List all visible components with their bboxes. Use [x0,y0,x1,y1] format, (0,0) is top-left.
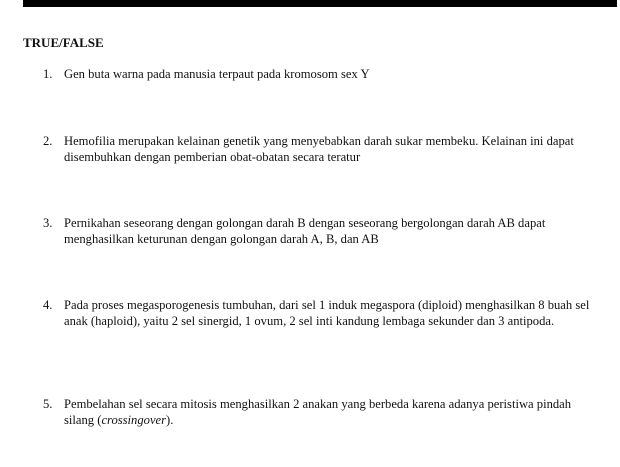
question-item-4 [43,297,603,329]
top-black-bar [23,0,617,7]
question-item-3 [43,215,603,247]
question-text: Pernikahan seseorang dengan golongan darah B dengan seseorang bergolongan darah AB dapat menghasilkan keturunan dengan golongan darah A, B, dan AB [64,216,546,246]
question-number: 4. [43,298,53,312]
question-text-part: ). [166,413,174,427]
question-number: 1. [43,67,53,81]
question-number: 2. [43,134,53,148]
question-number: 3. [43,216,53,230]
question-text: Gen buta warna pada manusia terpaut pada kromosom sex Y [64,67,370,81]
question-number: 5. [43,397,53,411]
question-item-1 [43,66,603,82]
question-text-part: Pembelahan sel secara mitosis menghasilkan 2 anakan yang berbeda karena adanya peristiwa pindah silang ( [64,397,572,427]
question-text: Hemofilia merupakan kelainan genetik yang menyebabkan darah sukar membeku. Kelainan ini dapat disembuhkan dengan pemberian obat-obatan secara teratur [64,134,574,164]
section-heading: TRUE/FALSE [23,35,104,50]
question-text [64,396,603,428]
question-item-5 [43,396,603,428]
question-text: Pada proses megasporogenesis tumbuhan, dari sel 1 induk megaspora (diploid) menghasilkan 8 buah sel anak (haploid), yaitu 2 sel sinergid, 1 ovum, 2 sel inti kandung lembaga sekunder dan 3 antipoda. [64,298,590,328]
italic-term: crossingover [101,413,167,427]
question-item-2 [43,133,603,165]
